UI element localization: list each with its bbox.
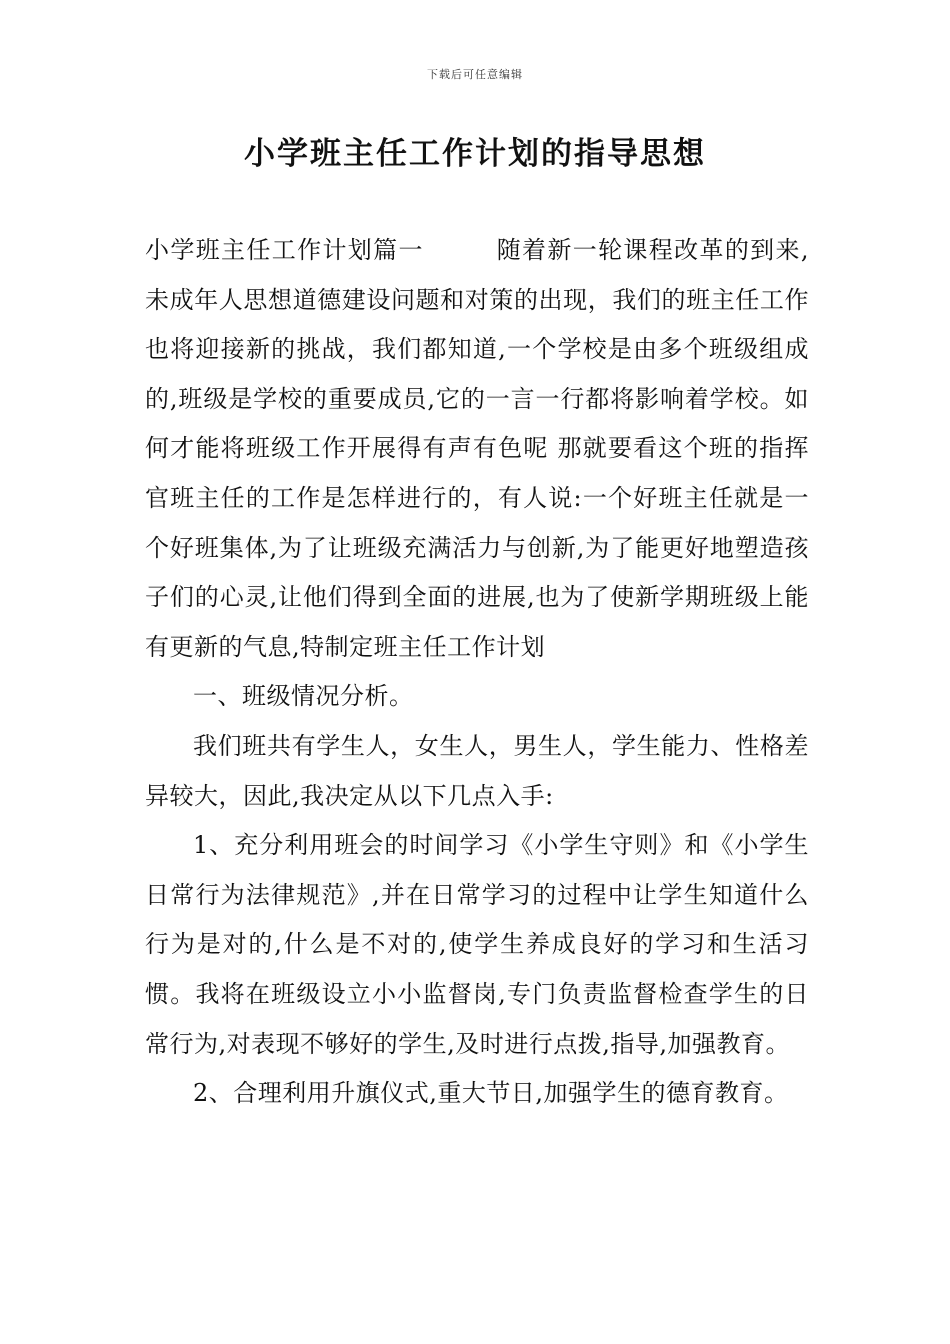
paragraph-class-overview: 我们班共有学生人，女生人，男生人，学生能力、性格差异较大，因此,我决定从以下几点入手: <box>145 731 809 810</box>
paragraph-item-1: 1、充分利用班会的时间学习《小学生守则》和《小学生日常行为法律规范》,并在日常学习的过程中让学生知道什么行为是对的,什么是不对的,使学生养成良好的学习和生活习惯。我将在班级设立小小监督岗,专门负责监督检查学生的日常行为,对表现不够好的学生,及时进行点拨,指导,加强教育。 <box>145 831 809 1058</box>
intro-label: 小学班主任工作计划篇一 <box>145 236 424 264</box>
header-note: 下载后可任意编辑 <box>427 68 523 81</box>
document-body <box>145 226 809 1119</box>
intro-text: 随着新一轮课程改革的到来,未成年人思想道德建设问题和对策的出现，我们的班主任工作也将迎接新的挑战，我们都知道,一个学校是由多个班级组成的,班级是学校的重要成员,它的一言一行都将影响着学校。如何才能将班级工作开展得有声有色呢 那就要看这个班的指挥官班主任的工作是怎样进行的，有人说:一个好班主任就是一个好班集体,为了让班级充满活力与创新,为了能更好地塑造孩子们的心灵,让他们得到全面的进展,也为了使新学期班级上能有更新的气息,特制定班主任工作计划 <box>145 236 809 661</box>
paragraph-item-2: 2、合理利用升旗仪式,重大节日,加强学生的德育教育。 <box>193 1079 789 1108</box>
section-heading-class-analysis: 一、班级情况分析。 <box>193 682 414 711</box>
intro-paragraph <box>145 226 809 672</box>
document-title: 小学班主任工作计划的指导思想 <box>244 136 706 172</box>
